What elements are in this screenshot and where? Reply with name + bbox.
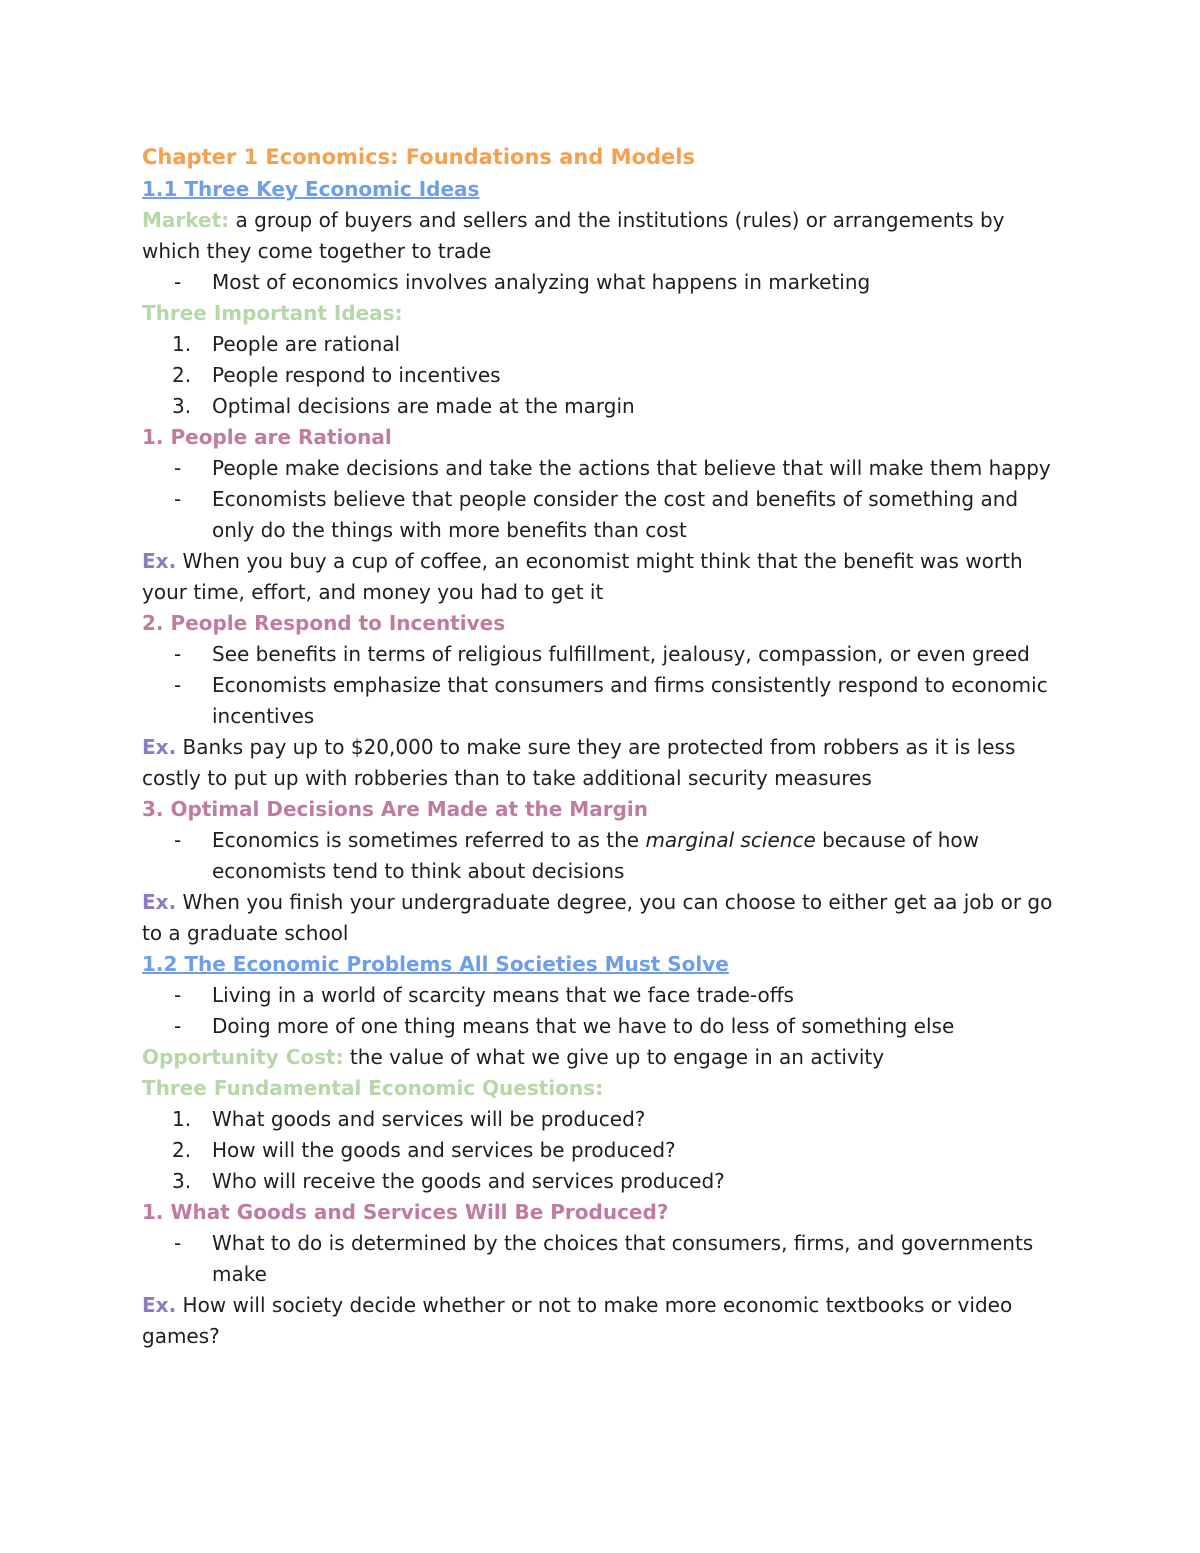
example-label: Ex.: [142, 549, 177, 573]
three-ideas-label: Three Important Ideas:: [142, 301, 403, 325]
list-item: 2. People respond to incentives: [172, 363, 501, 387]
market-label: Market:: [142, 208, 230, 232]
list-item: - Most of economics involves analyzing what happens in marketing: [142, 267, 1062, 298]
example: Ex. When you finish your undergraduate degree, you can choose to either get aa job or go to a graduate school: [142, 890, 1053, 945]
list-item: - See benefits in terms of religious fulfillment, jealousy, compassion, or even greed: [174, 642, 1030, 666]
what-goods-heading: 1. What Goods and Services Will Be Produced?: [142, 1200, 669, 1224]
example-label: Ex.: [142, 890, 177, 914]
market-definition: [142, 205, 1062, 267]
section-1-1-title[interactable]: 1.1 Three Key Economic Ideas: [142, 177, 480, 201]
list-item: 3. Optimal decisions are made at the margin: [172, 394, 635, 418]
list-item: 1. What goods and services will be produced?: [172, 1107, 646, 1131]
example-label: Ex.: [142, 1293, 177, 1317]
list-item: - Economics is sometimes referred to as the marginal science because of how economists tend to think about decisions: [174, 828, 980, 883]
list-item: 2. How will the goods and services be produced?: [172, 1138, 676, 1162]
list-item: - Living in a world of scarcity means that we face trade-offs: [174, 983, 794, 1007]
incentives-heading: 2. People Respond to Incentives: [142, 611, 506, 635]
opportunity-cost-definition: Opportunity Cost: the value of what we give up to engage in an activity: [142, 1045, 885, 1069]
example: Ex. How will society decide whether or not to make more economic textbooks or video games?: [142, 1293, 1013, 1348]
market-text: a group of buyers and sellers and the institutions (rules) or arrangements by which they come together to trade: [142, 208, 1005, 263]
list-item: - Economists emphasize that consumers and firms consistently respond to economic incentives: [174, 673, 1048, 728]
list-item: - People make decisions and take the actions that believe that will make them happy: [174, 456, 1051, 480]
opportunity-cost-label: Opportunity Cost:: [142, 1045, 344, 1069]
list-item: - What to do is determined by the choices that consumers, firms, and governments make: [174, 1231, 1034, 1286]
section-1-2-title[interactable]: 1.2 The Economic Problems All Societies Must Solve: [142, 952, 729, 976]
rational-heading: 1. People are Rational: [142, 425, 392, 449]
example-label: Ex.: [142, 735, 177, 759]
list-item: - Economists believe that people consider the cost and benefits of something and only do the things with more benefits than cost: [174, 487, 1019, 542]
list-item: - Doing more of one thing means that we have to do less of something else: [174, 1014, 955, 1038]
dash-marker: -: [174, 270, 182, 294]
list-item: 3. Who will receive the goods and services produced?: [172, 1169, 725, 1193]
marginal-science-term: marginal science: [645, 828, 816, 852]
list-item: 1. People are rational: [172, 332, 401, 356]
margin-heading: 3. Optimal Decisions Are Made at the Margin: [142, 797, 648, 821]
example: Ex. When you buy a cup of coffee, an economist might think that the benefit was worth your time, effort, and money you had to get it: [142, 549, 1023, 604]
questions-label: Three Fundamental Economic Questions:: [142, 1076, 604, 1100]
document-page: [142, 140, 1062, 1352]
chapter-title: Chapter 1 Economics: Foundations and Models: [142, 145, 695, 169]
example: Ex. Banks pay up to $20,000 to make sure they are protected from robbers as it is less costly to put up with robberies than to take additional security measures: [142, 735, 1016, 790]
